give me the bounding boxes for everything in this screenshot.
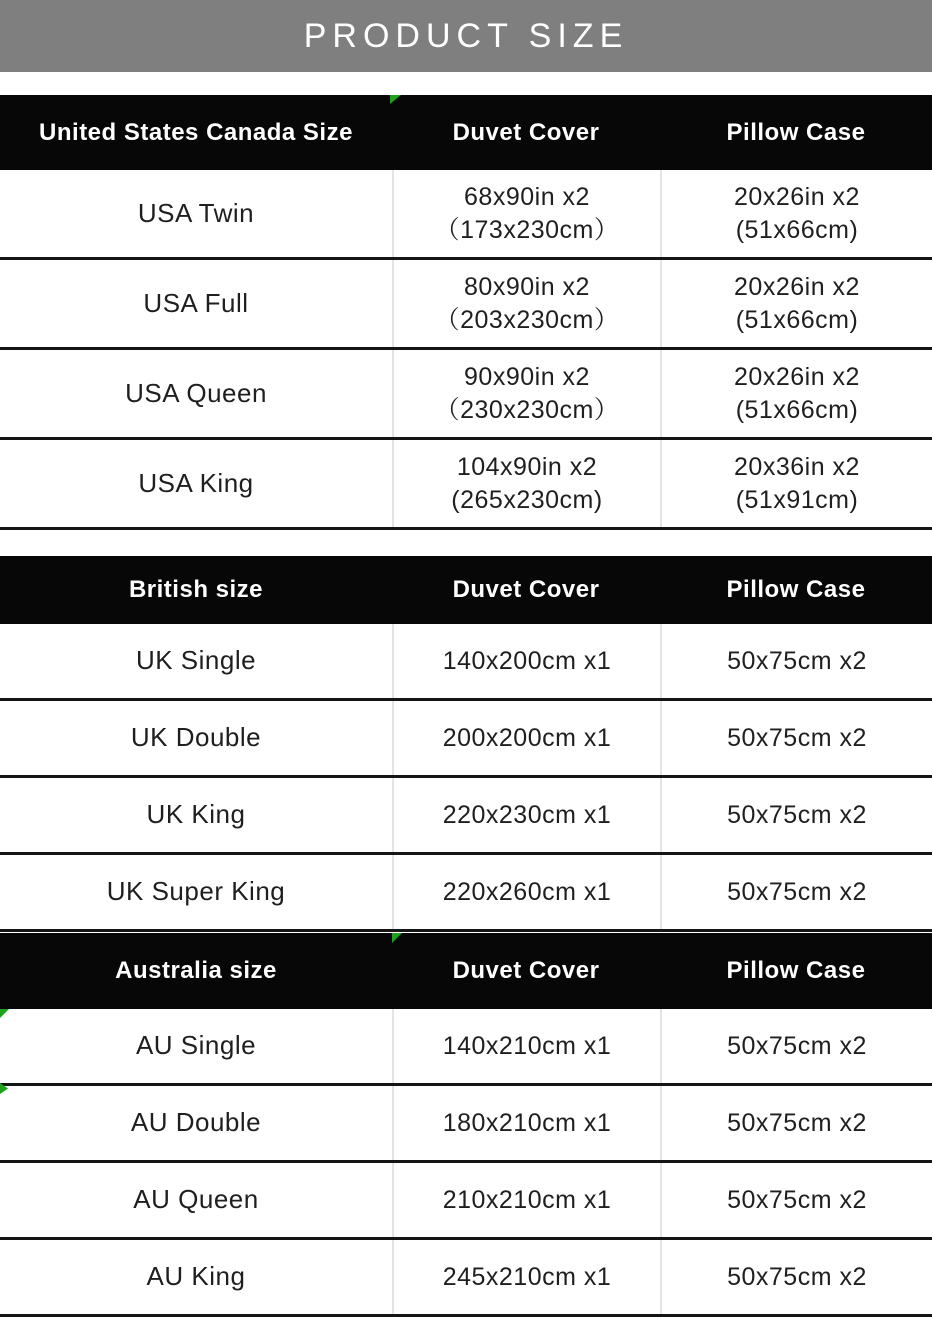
duvet-cm-line: (265x230cm): [451, 485, 603, 514]
page-title: PRODUCT SIZE: [303, 16, 629, 55]
pillow-size-line: 20x26in x2: [734, 183, 860, 211]
header-cell-pillow: Pillow Case: [726, 576, 866, 603]
duvet-cm-line: （203x230cm）: [434, 305, 620, 334]
header-cell-duvet: Duvet Cover: [452, 118, 600, 146]
pillow-cm-line: (51x66cm): [735, 395, 859, 424]
duvet-cell: 245x210cm x1: [392, 1240, 660, 1314]
duvet-cell: [392, 170, 660, 257]
table-row: [0, 1163, 932, 1240]
au-size-table: [0, 933, 932, 1317]
pillow-size-line: 20x26in x2: [734, 273, 860, 301]
duvet-cm-line: （230x230cm）: [434, 395, 620, 424]
table-row: [0, 1009, 932, 1086]
duvet-cell: [392, 440, 660, 527]
header-cell-pillow: Pillow Case: [726, 957, 866, 984]
duvet-size-line: 104x90in x2: [456, 453, 598, 481]
size-cell: AU King: [146, 1261, 246, 1292]
pillow-cell: [660, 260, 932, 347]
us-table-header: [0, 95, 932, 170]
table-row: [0, 855, 932, 932]
pillow-cell: 50x75cm x2: [660, 1086, 932, 1160]
pillow-cell: 50x75cm x2: [660, 1163, 932, 1237]
duvet-cell: 140x200cm x1: [392, 624, 660, 698]
pillow-cell: 50x75cm x2: [660, 778, 932, 852]
header-cell-duvet: Duvet Cover: [452, 957, 600, 984]
pillow-size-line: 20x26in x2: [734, 363, 860, 391]
size-cell: AU Double: [130, 1107, 262, 1138]
us-size-table: [0, 95, 932, 530]
duvet-cell: 180x210cm x1: [392, 1086, 660, 1160]
au-table-header: [0, 933, 932, 1009]
table-row: [0, 350, 932, 440]
header-cell-pillow: Pillow Case: [726, 118, 866, 146]
table-row: [0, 624, 932, 701]
size-cell: AU Single: [135, 1030, 257, 1061]
pillow-cell: 50x75cm x2: [660, 701, 932, 775]
uk-size-table: [0, 556, 932, 932]
header-cell-duvet: Duvet Cover: [452, 576, 600, 603]
size-cell: USA King: [138, 467, 254, 498]
pillow-cell: [660, 440, 932, 527]
pillow-cell: 50x75cm x2: [660, 1240, 932, 1314]
table-row: [0, 260, 932, 350]
table-row: [0, 701, 932, 778]
size-cell: USA Full: [143, 287, 249, 318]
pillow-size-line: 20x36in x2: [734, 453, 860, 481]
table-row: [0, 170, 932, 260]
header-cell-size: British size: [128, 576, 264, 603]
size-cell: UK Double: [130, 722, 262, 753]
pillow-cell: [660, 350, 932, 437]
size-cell: UK Single: [135, 645, 257, 676]
header-cell-size: United States Canada Size: [39, 118, 353, 146]
duvet-size-line: 90x90in x2: [464, 363, 590, 391]
pillow-cell: [660, 170, 932, 257]
duvet-cm-line: （173x230cm）: [434, 215, 620, 244]
duvet-size-line: 68x90in x2: [464, 183, 590, 211]
table-row: [0, 1240, 932, 1317]
uk-table-header: [0, 556, 932, 624]
size-cell: USA Twin: [137, 197, 255, 228]
duvet-cell: [392, 350, 660, 437]
table-row: [0, 440, 932, 530]
table-row: [0, 1086, 932, 1163]
pillow-cm-line: (51x66cm): [735, 305, 859, 334]
header-cell-size: Australia size: [115, 957, 277, 984]
pillow-cell: 50x75cm x2: [660, 624, 932, 698]
duvet-cell: [392, 260, 660, 347]
size-cell: UK King: [146, 799, 246, 830]
duvet-cell: 220x230cm x1: [392, 778, 660, 852]
duvet-cell: 210x210cm x1: [392, 1163, 660, 1237]
pillow-cell: 50x75cm x2: [660, 1009, 932, 1083]
pillow-cm-line: (51x91cm): [735, 485, 859, 514]
size-cell: USA Queen: [125, 377, 267, 408]
size-cell: UK Super King: [106, 876, 286, 907]
duvet-size-line: 80x90in x2: [464, 273, 590, 301]
pillow-cm-line: (51x66cm): [735, 215, 859, 244]
duvet-cell: 220x260cm x1: [392, 855, 660, 929]
banner: [0, 0, 932, 72]
duvet-cell: 200x200cm x1: [392, 701, 660, 775]
table-row: [0, 778, 932, 855]
pillow-cell: 50x75cm x2: [660, 855, 932, 929]
size-cell: AU Queen: [133, 1184, 259, 1215]
duvet-cell: 140x210cm x1: [392, 1009, 660, 1083]
